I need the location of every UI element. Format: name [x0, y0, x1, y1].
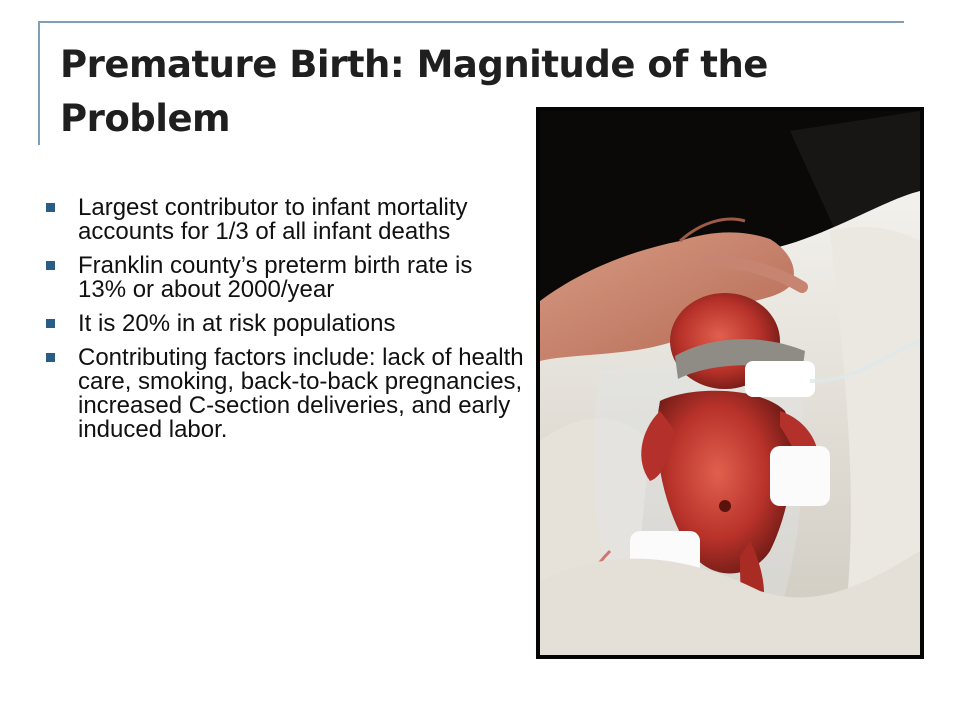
square-bullet-icon: [46, 261, 55, 270]
bullet-item: [44, 196, 524, 244]
bullet-text: Largest contributor to infant mortality accounts for 1/3 of all infant deaths: [78, 194, 468, 245]
slide-title: Premature Birth: Magnitude of the Problem: [60, 43, 768, 140]
bullet-text: Franklin county’s preterm birth rate is 13% or about 2000/year: [78, 252, 473, 303]
bullet-item: [44, 346, 524, 442]
premature-infant-photo-illustration: [540, 111, 920, 655]
bullet-item: [44, 254, 524, 302]
bullet-list: [44, 196, 524, 452]
square-bullet-icon: [46, 353, 55, 362]
title-rule-left: [38, 21, 40, 145]
square-bullet-icon: [46, 319, 55, 328]
square-bullet-icon: [46, 203, 55, 212]
title-rule-top: [40, 21, 904, 23]
bullet-text: It is 20% in at risk populations: [78, 310, 396, 337]
bullet-item: [44, 312, 524, 336]
bullet-text: Contributing factors include: lack of health care, smoking, back-to-back pregnancies, increased C-section deliveries, and early induced labor.: [78, 344, 524, 443]
premature-infant-photo: [536, 107, 924, 659]
